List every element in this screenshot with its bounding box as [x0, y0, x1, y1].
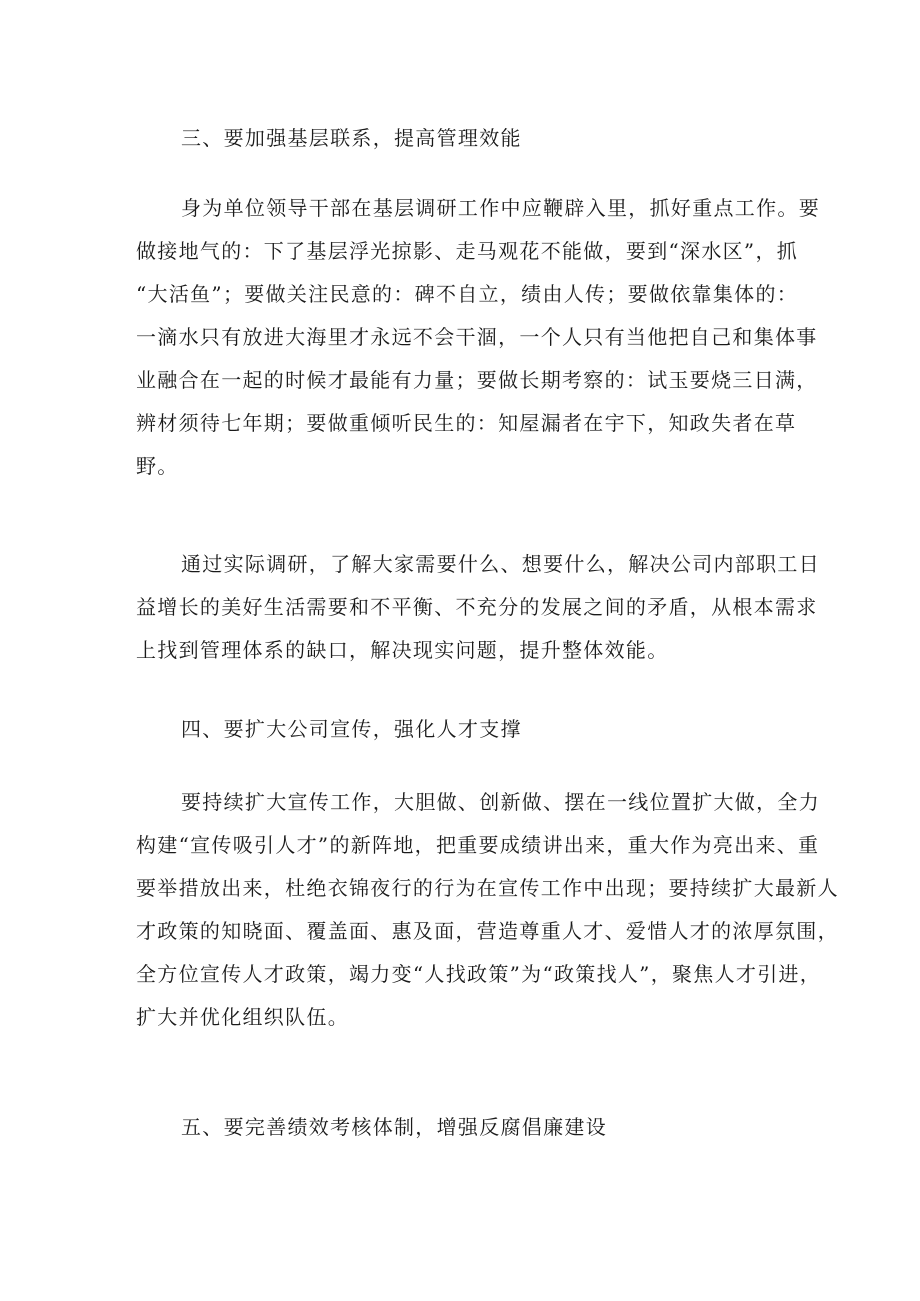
text-line: 辨材须待七年期；要做重倾听民生的：知屋漏者在宇下，知政失者在草 [136, 411, 797, 435]
text-line: 做接地气的：下了基层浮光掠影、走马观花不能做，要到“深水区”，抓 [136, 239, 799, 263]
section-heading-5: 五、要完善绩效考核体制，增强反腐倡廉建设 [181, 1115, 607, 1139]
section-3-paragraph-2 [136, 543, 820, 672]
section-heading-4: 四、要扩大公司宣传，强化人才支撑 [181, 717, 522, 741]
text-line: 野。 [136, 454, 179, 478]
text-line: 业融合在一起的时候才最能有力量；要做长期考察的：试玉要烧三日满， [136, 368, 818, 392]
text-line: 身为单位领导干部在基层调研工作中应鞭辟入里，抓好重点工作。要 [181, 196, 820, 220]
text-line: 构建“宣传吸引人才”的新阵地，把重要成绩讲出来，重大作为亮出来、重 [136, 833, 820, 857]
text-line: “大活鱼”；要做关注民意的：碑不自立，绩由人传；要做依靠集体的： [136, 282, 799, 306]
text-line: 全方位宣传人才政策，竭力变“人找政策”为“政策找人”，聚焦人才引进， [136, 962, 822, 986]
text-line: 要持续扩大宣传工作，大胆做、创新做、摆在一线位置扩大做，全力 [181, 790, 820, 814]
section-3-paragraph-1 [136, 187, 820, 488]
text-line: 才政策的知晓面、覆盖面、惠及面，营造尊重人才、爱惜人才的浓厚氛围， [136, 919, 839, 943]
text-line: 通过实际调研，了解大家需要什么、想要什么，解决公司内部职工日 [181, 552, 820, 576]
text-line: 扩大并优化组织队伍。 [136, 1005, 349, 1029]
text-line: 要举措放出来，杜绝衣锦夜行的行为在宣传工作中出现；要持续扩大最新人 [136, 876, 839, 900]
section-heading-3: 三、要加强基层联系，提高管理效能 [181, 126, 522, 150]
text-line: 上找到管理体系的缺口，解决现实问题，提升整体效能。 [136, 638, 669, 662]
text-line: 一滴水只有放进大海里才永远不会干涸，一个人只有当他把自己和集体事 [136, 325, 818, 349]
section-4-paragraph-1 [136, 781, 839, 1039]
text-line: 益增长的美好生活需要和不平衡、不充分的发展之间的矛盾，从根本需求 [136, 595, 818, 619]
